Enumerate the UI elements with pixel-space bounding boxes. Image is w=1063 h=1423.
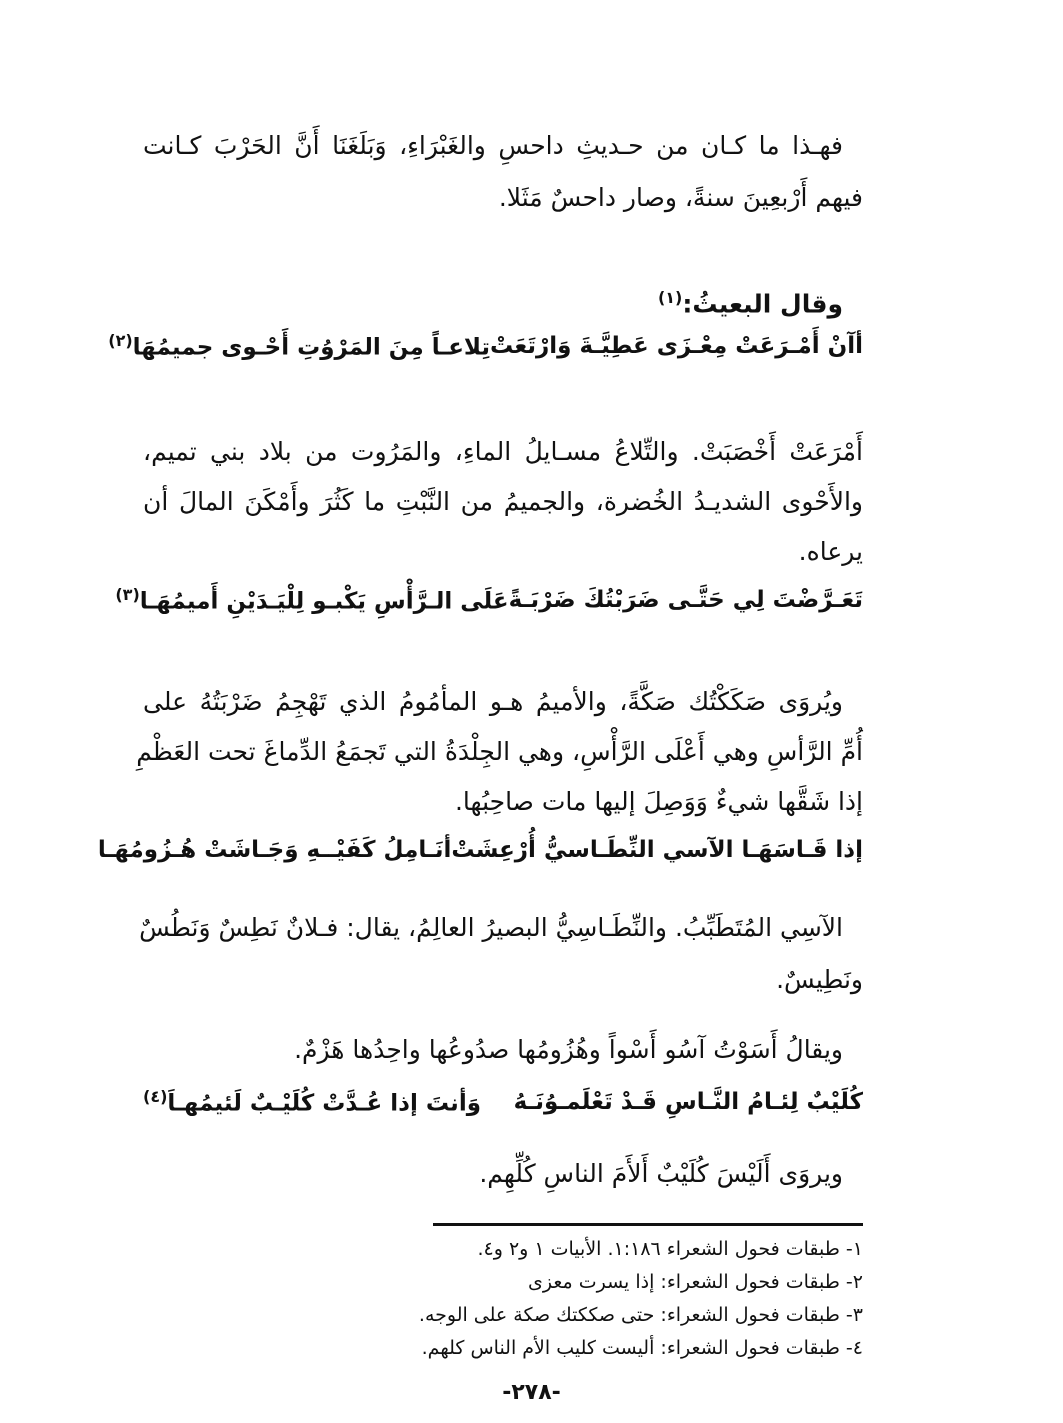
verse-1-hemistich-left bbox=[108, 331, 490, 361]
para4-line1: الآسِي المُتَطَبِّبُ. والنِّطَـاسِيُّ البصيرُ العالِمُ، يقال: فـلانٌ نَطِسٌ وَنَطُسٌ bbox=[139, 913, 843, 942]
verse-1-hemistich-right: أآنْ أَمْـرَعَتْ مِعْـزَى عَطِيَّـةَ وَارْتَعَتْ bbox=[490, 333, 863, 359]
verse-1 bbox=[108, 326, 863, 366]
verse-3-hemistich-right: إذا قَـاسَهَـا الآسي النِّطَـاسيُّ أُرْعِشَتْ bbox=[451, 837, 863, 863]
para3-line3: إذا شَقَّها شيءٌ وَوَصِلَ إليها مات صاحِبُها. bbox=[454, 787, 863, 816]
footnote-ref-4: (٤) bbox=[143, 1087, 168, 1107]
footnote-2: ٢- طبقات فحول الشعراء: إذا يسرت معزى bbox=[527, 1271, 863, 1293]
verse-3 bbox=[97, 830, 863, 870]
footnote-ref-1: (١) bbox=[657, 288, 683, 307]
verse-1-left-text: تِلاعـاً مِنَ المَرْوُتِ أَحْـوى جميمُهَا bbox=[132, 334, 491, 361]
footnote-3: ٣- طبقات فحول الشعراء: حتى صككتك صكة على الوجه. bbox=[418, 1304, 863, 1326]
footnote-ref-3: (٣) bbox=[115, 585, 140, 605]
para1-line1: فهـذا ما كـان من حـديثِ داحسِ والغَبْرَاءِ، وَبَلَغَنَا أَنَّ الحَرْبَ كـانت bbox=[143, 131, 843, 160]
poem-intro-text: وقال البعيثُ: bbox=[682, 289, 843, 319]
para3-line2: أُمِّ الرَّأسِ وهي أَعْلَى الرَّأْسِ، وهي الجِلْدَةُ التي تَجمَعُ الدِّماغَ تحت العَظْمِ bbox=[136, 737, 863, 766]
para1-line2: فيهم أَرْبعِينَ سنةً، وصار داحسٌ مَثَلا. bbox=[498, 183, 863, 212]
para2-line1: أَمْرَعَتْ أَخْصَبَتْ. والتِّلاعُ مسـايلُ الماءِ، والمَرُوت من بلاد بني تميم، bbox=[143, 437, 863, 466]
para4-line2: ونَطِيسٌ. bbox=[776, 965, 863, 994]
verse-4 bbox=[143, 1082, 863, 1122]
verse-2-hemistich-left bbox=[115, 585, 508, 615]
verse-4-hemistich-left bbox=[143, 1087, 481, 1117]
verse-4-hemistich-right: كُلَيْبٌ لِئـامُ النَّـاسِ قَـدْ تَعْلَمـوُنَـهُ bbox=[513, 1089, 863, 1115]
poem-intro bbox=[143, 278, 863, 318]
para5: ويقالُ أَسَوْتُ آسُو أَسْواً وهُزُومُها صدُوعُها واحِدُها هَزْمٌ. bbox=[294, 1035, 843, 1064]
footnote-4: ٤- طبقات فحول الشعراء: أليست كليب الأم الناس كلهم. bbox=[421, 1337, 863, 1359]
para2-line3: يرعاه. bbox=[798, 537, 863, 566]
para2-line2: والأَحْوى الشديـدُ الخُضرة، والجميمُ من النَّبْتِ ما كَثُرَ وأَمْكَنَ المالَ أن bbox=[143, 487, 863, 516]
footnote-ref-2: (٢) bbox=[108, 331, 133, 351]
verse-2-hemistich-right: تَعَـرَّضْتَ لِي حَتَّـى ضَرَبْتُكَ ضَرْبَـةً bbox=[508, 587, 863, 613]
verse-4-left-text: وَأنتَ إذا عُـدَّتْ كُلَيْـبٌ لَئيمُهـاَ bbox=[167, 1090, 482, 1117]
footnote-1: ١- طبقات فحول الشعراء ١:١٨٦. الأبيات ١ و٢ و٤. bbox=[477, 1238, 863, 1260]
verse-3-hemistich-left: أنَـامِلُ كَفَيْــهِ وَجَـاشَتْ هُـزُومُهَـا bbox=[97, 837, 452, 863]
para3-line1: ويُروَى صَكَكْتُك صَكَّةً، والأميمُ هـو المأمُومُ الذي تَهْجِمُ ضَرْبَتُهُ على bbox=[143, 687, 843, 716]
verse-2 bbox=[115, 580, 863, 620]
para6: ويروَى أَلَيْسَ كُلَيْبٌ أَلأَمَ الناسِ كُلِّهِم. bbox=[479, 1159, 843, 1188]
footnote-divider bbox=[433, 1223, 863, 1226]
verse-2-left-text: عَلَى الـرَّأْسِ يَكْبـو لِلْيَـدَيْنِ أَميمُهَـا bbox=[139, 588, 509, 615]
page-number: -٢٧٨- bbox=[502, 1380, 561, 1405]
